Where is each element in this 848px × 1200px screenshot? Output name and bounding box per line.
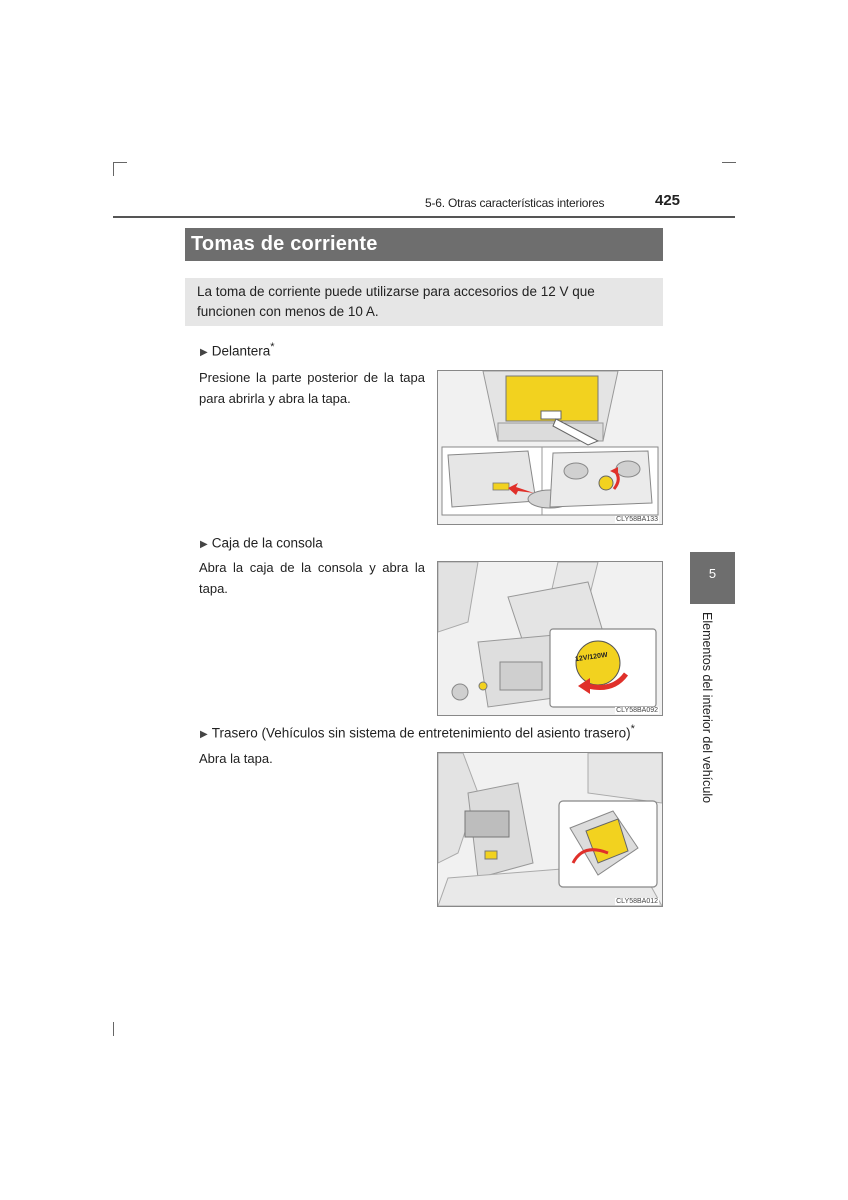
rear-console-illustration [438, 753, 662, 906]
figure-console-outlet [437, 561, 663, 716]
header-section-title: 5-6. Otras características interiores [425, 196, 605, 210]
header-divider [113, 216, 735, 218]
crop-mark [113, 1022, 114, 1036]
triangle-bullet-icon: ▶ [200, 728, 208, 740]
triangle-bullet-icon: ▶ [200, 538, 208, 550]
figure-rear-outlet [437, 752, 663, 907]
item-heading-text: Delantera [211, 343, 271, 359]
page-title: Tomas de corriente [185, 228, 663, 261]
triangle-bullet-icon: ▶ [200, 346, 208, 358]
item-heading-text: Caja de la consola [211, 535, 323, 551]
chapter-label: Elementos del interior del vehículo [700, 612, 714, 804]
figure-code: CLY58BA012 [616, 898, 658, 905]
page-number: 425 [655, 192, 681, 209]
figure-code: CLY58BA092 [616, 707, 658, 714]
socket-label: 12V/120W [574, 651, 609, 664]
console-box-illustration [438, 562, 662, 715]
crop-mark [722, 162, 736, 163]
item-text-rear: Abra la tapa. [199, 751, 273, 766]
footnote-mark: * [270, 341, 275, 353]
item-heading-console [200, 533, 323, 551]
item-text-front: Presione la parte posterior de la tapa para abrirla y abra la tapa. [199, 370, 425, 406]
item-heading-front [200, 341, 275, 359]
chapter-tab: 5 [690, 552, 735, 604]
item-heading-rear [200, 723, 635, 741]
item-text-console: Abra la caja de la consola y abra la tapa. [199, 560, 425, 596]
figure-code: CLY58BA133 [616, 516, 658, 523]
figure-front-outlet [437, 370, 663, 525]
footnote-mark: * [630, 723, 635, 735]
crop-mark [113, 162, 127, 163]
crop-mark [113, 162, 114, 176]
intro-box: La toma de corriente puede utilizarse para accesorios de 12 V que funcionen con menos de 10 A. [185, 278, 663, 326]
item-heading-text: Trasero (Vehículos sin sistema de entretenimiento del asiento trasero) [211, 725, 631, 741]
front-console-illustration [438, 371, 662, 524]
